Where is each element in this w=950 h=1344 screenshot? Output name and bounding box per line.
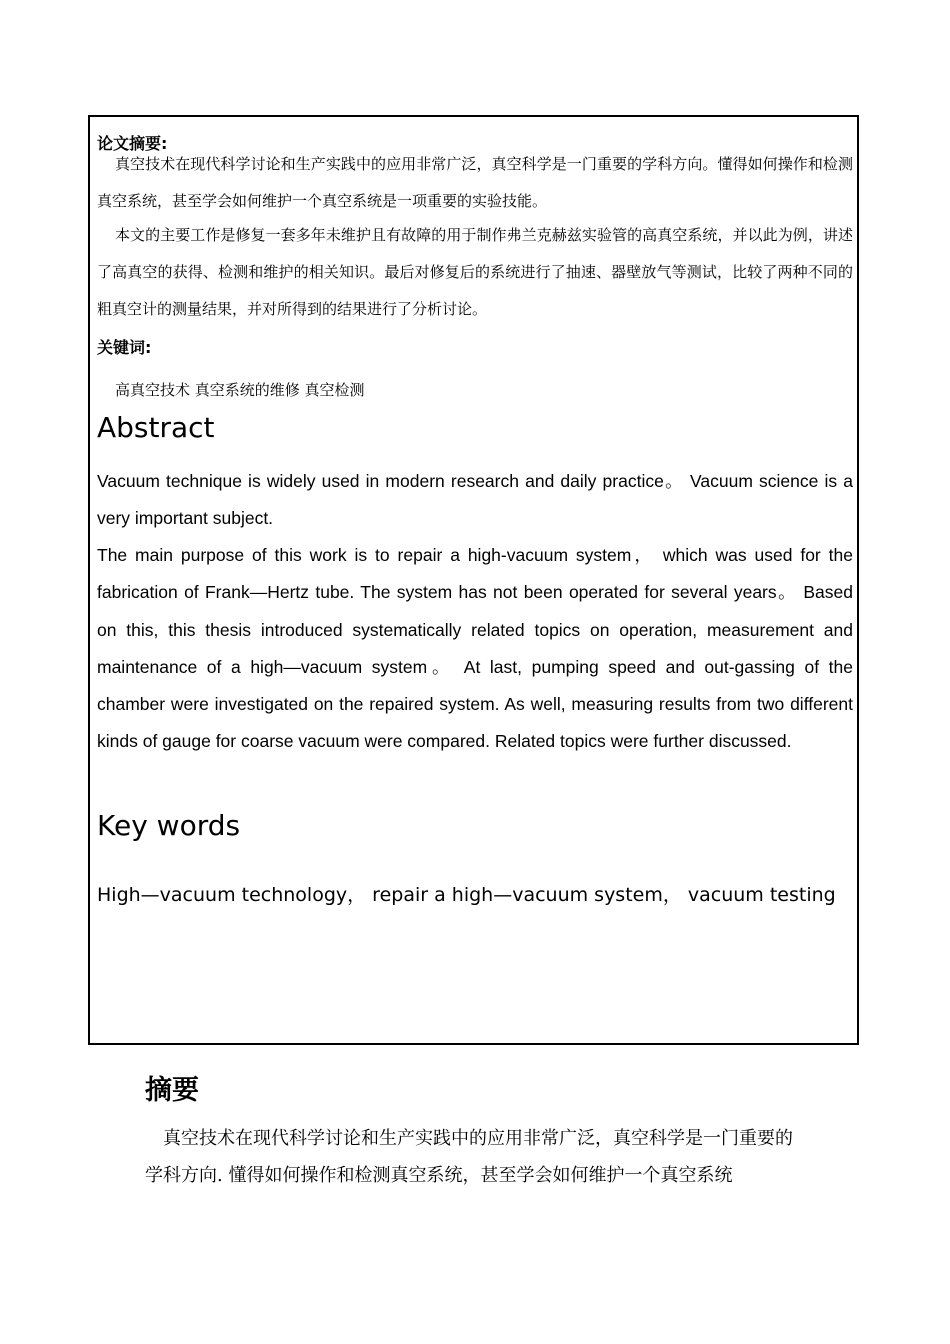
cn-abstract-paragraph-1: 真空技术在现代科学讨论和生产实践中的应用非常广泛，真空科学是一门重要的学科方向。懂得如何操作和检测真空系统，甚至学会如何维护一个真空系统是一项重要的实验技能。 bbox=[97, 155, 853, 210]
cn-abstract-paragraph-2: 本文的主要工作是修复一套多年未维护且有故障的用于制作弗兰克赫兹实验管的高真空系统，并以此为例，讲述了高真空的获得、检测和维护的相关知识。最后对修复后的系统进行了抽速、器壁放气等测试，比较了两种不同的粗真空计的测量结果，并对所得到的结果进行了分析讨论。 bbox=[97, 226, 853, 318]
cn-keywords-text: 高真空技术 真空系统的维修 真空检测 bbox=[115, 381, 365, 399]
cn-abstract-label: 论文摘要: bbox=[97, 134, 168, 153]
en-keywords-text: High—vacuum technology， repair a high—vacuum system， vacuum testing bbox=[97, 884, 836, 906]
section-title: 摘要 bbox=[145, 1075, 199, 1106]
en-abstract-paragraph-1: Vacuum technique is widely used in modern research and daily practice。 Vacuum science is a very important subject. bbox=[97, 471, 853, 529]
cn-keywords-label: 关键词: bbox=[97, 338, 152, 357]
en-abstract-heading: Abstract bbox=[97, 411, 215, 444]
en-abstract-paragraph-2: The main purpose of this work is to repair a high-vacuum system， which was used for the fabrication of Frank—Hertz tube. The system has not been operated for several years。 Based on this, this thesis introduced systematically related topics on operation, measurement and maintenance of a high—vacuum system。 At last, pumping speed and out-gassing of the chamber were investigated on the repaired system. As well, measuring results from two different kinds of gauge for coarse vacuum were compared. Related topics were further discussed. bbox=[97, 545, 853, 752]
en-keywords-heading: Key words bbox=[97, 809, 241, 842]
section-paragraph: 真空技术在现代科学讨论和生产实践中的应用非常广泛，真空科学是一门重要的学科方向. 懂得如何操作和检测真空系统，甚至学会如何维护一个真空系统 bbox=[145, 1128, 793, 1186]
